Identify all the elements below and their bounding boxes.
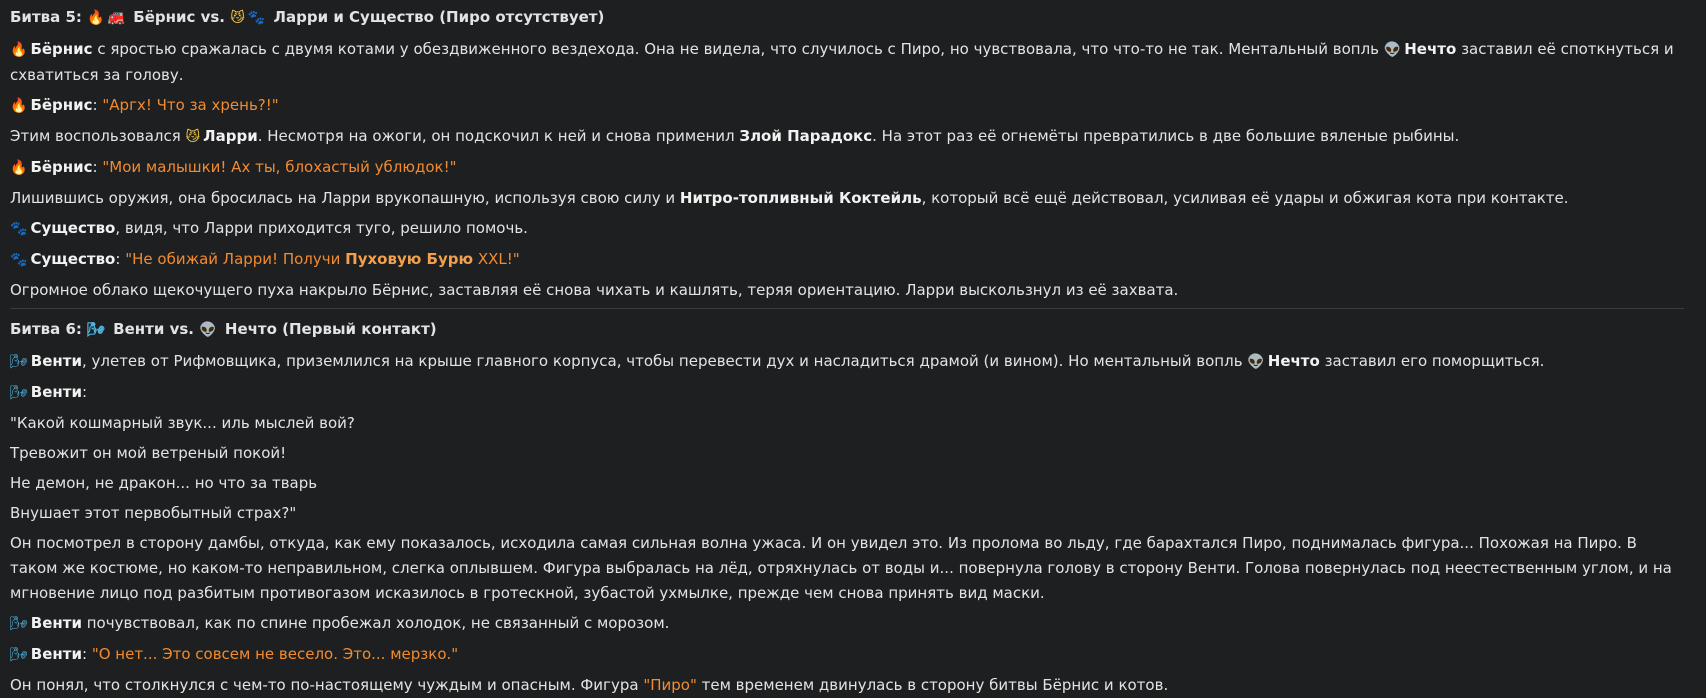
character-name: Существо bbox=[30, 219, 116, 237]
dialogue-line: 🌬 Венти: bbox=[10, 380, 1684, 406]
dialogue-line: 🐾 Существо: "Не обижай Ларри! Получи Пуховую Бурю XXL!" bbox=[10, 247, 1684, 273]
fire-icon: 🔥 bbox=[10, 98, 28, 114]
character-name: Существо bbox=[30, 250, 116, 268]
poem-line: "Какой кошмарный звук... иль мыслей вой? bbox=[10, 414, 355, 432]
fire-truck-icon: 🚒 bbox=[107, 10, 126, 26]
character-name: Бёрнис bbox=[30, 158, 93, 176]
paragraph: 🔥 Бёрнис с яростью сражалась с двумя котами у обездвиженного вездехода. Она не видела, что случилось с Пиро, но чувствовала, что что-то не так. Ментальный вопль 👽 Нечто заставил её споткнуться и схватиться за голову. bbox=[10, 40, 1674, 84]
character-name: Бёрнис bbox=[30, 40, 93, 58]
paw-icon: 🐾 bbox=[10, 252, 28, 268]
wind-icon: 🌬 bbox=[10, 354, 28, 370]
character-name: Венти bbox=[30, 383, 82, 401]
fire-icon: 🔥 bbox=[87, 10, 105, 26]
skill-name: Злой Парадокс bbox=[739, 127, 873, 145]
poem-line: Внушает этот первобытный страх?" bbox=[10, 504, 297, 522]
cat-icon: 😼 bbox=[230, 10, 245, 26]
wind-icon: 🌬 bbox=[10, 647, 28, 663]
battle-6-heading: Битва 6: 🌬 Венти vs. 👽 Нечто (Первый контакт) bbox=[10, 317, 1684, 342]
character-name: Нечто bbox=[1267, 352, 1320, 370]
divider bbox=[10, 308, 1684, 309]
fire-icon: 🔥 bbox=[10, 160, 28, 176]
quote: "Пиро" bbox=[643, 676, 697, 694]
paragraph: 🌬 Венти, улетев от Рифмовщика, приземлился на крыше главного корпуса, чтобы перевести дух и насладиться драмой (и вином). Но ментальный вопль 👽 Нечто заставил его поморщиться. bbox=[10, 349, 1684, 375]
quote: "О нет... Это совсем не весело. Это... мерзко." bbox=[91, 645, 459, 663]
fire-icon: 🔥 bbox=[10, 42, 28, 58]
character-name: Нечто bbox=[1404, 40, 1457, 58]
item-name: Нитро-топливный Коктейль bbox=[679, 189, 922, 207]
dialogue-line: 🔥 Бёрнис: "Аргх! Что за хрень?!" bbox=[10, 93, 1684, 119]
dialogue-line: 🌬 Венти: "О нет... Это совсем не весело. Это... мерзко." bbox=[10, 642, 1684, 668]
cat-icon: 😼 bbox=[185, 129, 201, 145]
character-name: Венти bbox=[30, 614, 82, 632]
paragraph: Лишившись оружия, она бросилась на Ларри врукопашную, используя свою силу и Нитро-топливный Коктейль, который всё ещё действовал, усиливая её удары и обжигая кота при контакте. bbox=[10, 189, 1569, 207]
paw-icon: 🐾 bbox=[10, 221, 28, 237]
alien-icon: 👽 bbox=[1383, 42, 1402, 58]
character-name: Венти bbox=[30, 645, 82, 663]
paragraph: 🐾 Существо, видя, что Ларри приходится туго, решило помочь. bbox=[10, 216, 1684, 242]
paw-icon: 🐾 bbox=[247, 10, 266, 26]
quote: "Мои малышки! Ах ты, блохастый ублюдок!" bbox=[102, 158, 457, 176]
paragraph: Он посмотрел в сторону дамбы, откуда, как ему показалось, исходила самая сильная волна ужаса. И он увидел это. Из пролома во льду, где барахтался Пиро, поднималась фигура... Похожая на Пиро. В таком же костюме, но каком-то неправильном, слегка оплывшем. Фигура выбралась на лёд, отряхнулась от воды и... повернула голову в сторону Венти. Голова повернулась под неестественным углом, и на мгновение лицо под разбитым противогазом исказилось в гротескной, зубастой ухмылке, прежде чем снова принять вид маски. bbox=[10, 534, 1672, 602]
character-name: Ларри bbox=[203, 127, 258, 145]
alien-icon: 👽 bbox=[1247, 354, 1265, 370]
paragraph: Этим воспользовался 😼 Ларри. Несмотря на ожоги, он подскочил к ней и снова применил Злой Парадокс. На этот раз её огнемёты превратились в две большие вяленые рыбины. bbox=[10, 124, 1684, 150]
battle-5-heading: Битва 5: 🔥 🚒 Бёрнис vs. 😼 🐾 Ларри и Существо (Пиро отсутствует) bbox=[10, 5, 1684, 30]
poem-line: Не демон, не дракон... но что за тварь bbox=[10, 474, 318, 492]
alien-icon: 👽 bbox=[199, 322, 217, 338]
wind-icon: 🌬 bbox=[10, 385, 28, 401]
poem-line: Тревожит он мой ветреный покой! bbox=[10, 444, 287, 462]
dialogue-line: 🔥 Бёрнис: "Мои малышки! Ах ты, блохастый ублюдок!" bbox=[10, 155, 1684, 181]
character-name: Венти bbox=[30, 352, 82, 370]
wind-icon: 🌬 bbox=[87, 322, 105, 338]
paragraph: Он понял, что столкнулся с чем-то по-настоящему чуждым и опасным. Фигура "Пиро" тем временем двинулась в сторону битвы Бёрнис и котов. bbox=[10, 676, 1169, 694]
quote: "Не обижай Ларри! Получи Пуховую Бурю XXL!" bbox=[125, 250, 520, 268]
character-name: Бёрнис bbox=[30, 96, 93, 114]
paragraph: Огромное облако щекочущего пуха накрыло Бёрнис, заставляя её снова чихать и кашлять, теряя ориентацию. Ларри выскользнул из её захвата. bbox=[10, 281, 1179, 299]
quote: "Аргх! Что за хрень?!" bbox=[102, 96, 279, 114]
paragraph: 🌬 Венти почувствовал, как по спине пробежал холодок, не связанный с морозом. bbox=[10, 611, 1684, 637]
wind-icon: 🌬 bbox=[10, 616, 28, 632]
